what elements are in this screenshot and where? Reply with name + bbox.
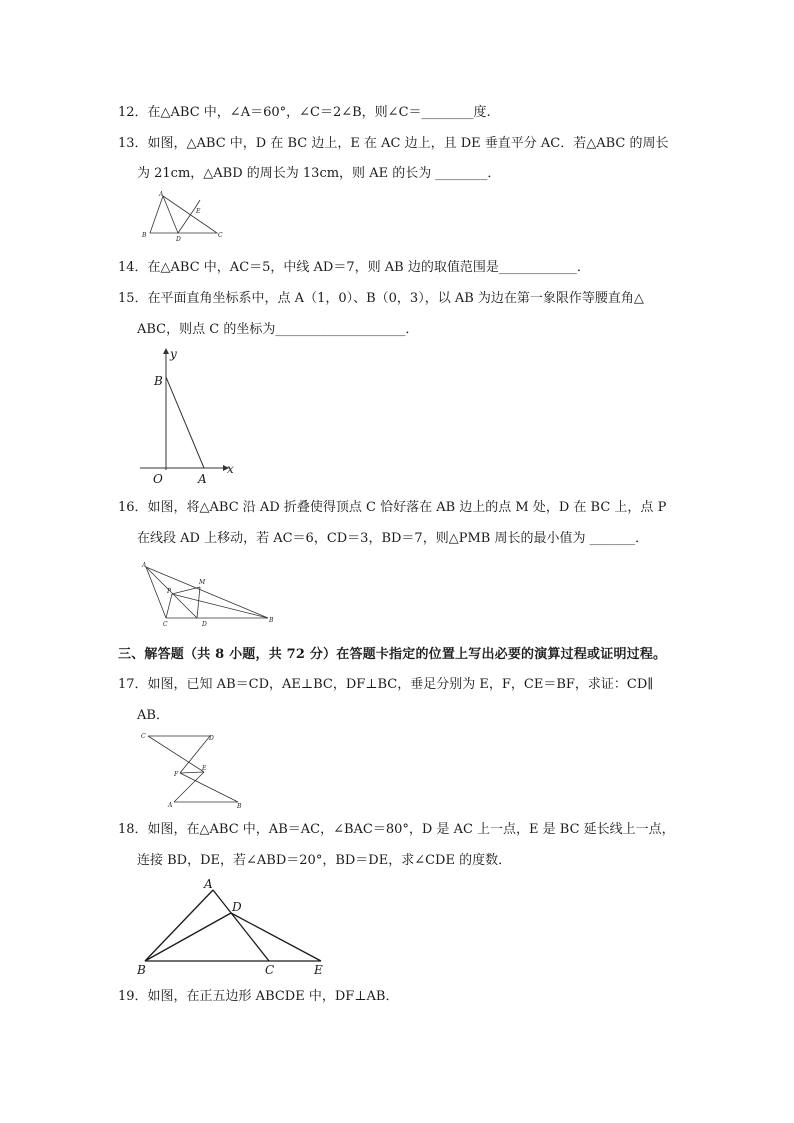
label-p: P	[167, 588, 172, 595]
segment-ac	[146, 567, 166, 618]
question-16-text-line2: 在线段 AD 上移动，若 AC＝6，CD＝3，BD＝7，则△PMB 周长的最小值为 _______．	[137, 531, 649, 546]
label-a: A	[142, 562, 147, 569]
label-e: E	[196, 208, 201, 215]
segment-ab	[166, 377, 204, 468]
question-18-text-line1: 18．如图，在△ABC 中，AB＝AC，∠BAC＝80°，D 是 AC 上一点，E 是 BC 延长线上一点，	[118, 822, 675, 837]
label-b: B	[154, 374, 163, 388]
segment-pm	[172, 587, 200, 594]
triangle-abc	[150, 196, 217, 233]
question-17-figure	[140, 730, 250, 812]
segment-cp	[166, 594, 172, 618]
label-a: A	[204, 877, 213, 891]
label-b: B	[142, 232, 147, 239]
segment-ad	[146, 567, 197, 618]
question-15-text-line1: 15．在平面直角坐标系中，点 A（1，0）、B（0，3），以 AB 为边在第一象限作等腰直角△	[118, 291, 644, 306]
segment-de	[231, 913, 321, 961]
label-e: E	[202, 765, 207, 772]
label-c: C	[218, 232, 223, 239]
segment-fe	[180, 772, 204, 773]
label-d: D	[176, 236, 181, 243]
segment-dm	[197, 587, 200, 618]
label-x: x	[227, 462, 234, 476]
segment-bd	[145, 913, 231, 961]
question-13-figure	[140, 190, 225, 245]
section-3-heading: 三、解答题（共 8 小题，共 72 分）在答题卡指定的位置上写出必要的演算过程或证明过程。	[118, 647, 667, 662]
label-b: B	[237, 803, 242, 810]
question-18-figure	[135, 876, 335, 978]
label-o: O	[153, 472, 163, 486]
label-d: D	[209, 735, 214, 742]
question-16-figure	[140, 560, 280, 630]
segment-de-extension	[195, 200, 200, 208]
question-12-text: 12．在△ABC 中，∠A＝60°，∠C＝2∠B，则∠C＝________度.	[118, 105, 491, 120]
label-b: B	[269, 617, 274, 624]
question-14-text: 14．在△ABC 中，AC＝5，中线 AD＝7，则 AB 边的取值范围是____________．	[118, 260, 590, 275]
label-c: C	[141, 733, 146, 740]
label-a: A	[159, 191, 164, 198]
question-17-text-line2: AB．	[137, 708, 169, 723]
label-a: A	[168, 802, 173, 809]
segment-ea	[174, 772, 204, 802]
segment-ab	[145, 890, 213, 961]
label-d: D	[232, 900, 242, 914]
label-e: E	[314, 963, 323, 977]
question-19-text: 19．如图，在正五边形 ABCDE 中，DF⊥AB．	[118, 989, 399, 1004]
label-c: C	[265, 963, 275, 977]
question-15-figure	[140, 345, 240, 485]
label-m: M	[199, 579, 206, 586]
label-d: D	[202, 621, 207, 628]
label-a: A	[198, 472, 207, 486]
question-17-text-line1: 17．如图，已知 AB＝CD，AE⊥BC，DF⊥BC，垂足分别为 E，F，CE＝BF，求证：CD∥	[118, 677, 654, 692]
label-b: B	[137, 963, 146, 977]
question-18-text-line2: 连接 BD，DE，若∠ABD＝20°，BD＝DE，求∠CDE 的度数．	[137, 853, 512, 868]
segment-ab	[146, 567, 268, 618]
question-15-text-line2: ABC，则点 C 的坐标为____________________．	[137, 322, 419, 337]
label-f: F	[174, 771, 179, 778]
label-c: C	[163, 621, 168, 628]
question-13-text-line1: 13．如图，△ABC 中，D 在 BC 边上，E 在 AC 边上，且 DE 垂直平分 AC．若△ABC 的周长	[118, 136, 669, 151]
question-13-text-line2: 为 21cm，△ABD 的周长为 13cm，则 AE 的长为 ________．	[137, 166, 501, 181]
question-16-text-line1: 16．如图，将△ABC 沿 AD 折叠使得顶点 C 恰好落在 AB 边上的点 M 处，D 在 BC 上，点 P	[118, 500, 667, 515]
label-y: y	[170, 347, 177, 361]
